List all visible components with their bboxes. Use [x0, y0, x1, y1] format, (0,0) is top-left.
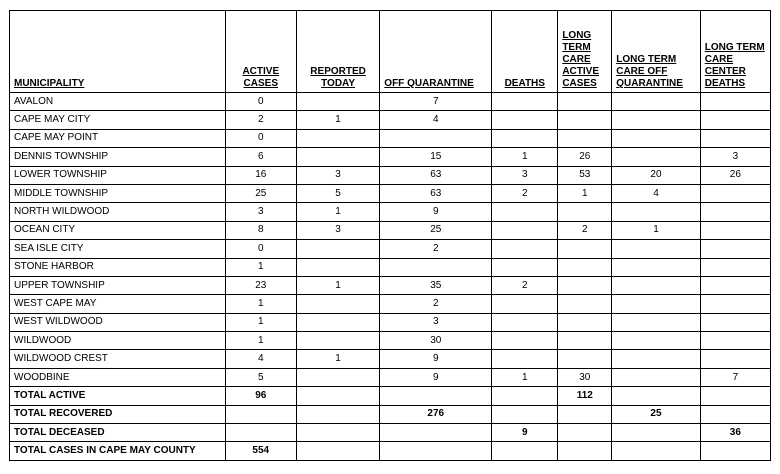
off-quarantine-cell: 15 — [380, 148, 492, 166]
off-quarantine-cell — [380, 424, 492, 442]
deaths-cell — [492, 405, 558, 423]
active-cases-cell: 5 — [225, 368, 296, 386]
municipality-cell: CAPE MAY POINT — [10, 129, 226, 147]
total-row — [10, 387, 771, 405]
active-cases-cell: 6 — [225, 148, 296, 166]
off-quarantine-cell: 7 — [380, 93, 492, 111]
reported-today-cell — [296, 387, 379, 405]
header-municipality: MUNICIPALITY — [10, 11, 226, 93]
ltc-deaths-cell: 26 — [700, 166, 770, 184]
ltc-off-quarantine-cell — [612, 442, 701, 460]
ltc-deaths-cell — [700, 276, 770, 294]
ltc-active-cell — [558, 424, 612, 442]
table-row — [10, 368, 771, 386]
ltc-deaths-cell — [700, 313, 770, 331]
covid-cases-table — [9, 10, 771, 461]
deaths-cell: 1 — [492, 148, 558, 166]
ltc-deaths-cell — [700, 442, 770, 460]
ltc-active-cell — [558, 442, 612, 460]
deaths-cell: 2 — [492, 184, 558, 202]
reported-today-cell: 3 — [296, 166, 379, 184]
active-cases-cell: 554 — [225, 442, 296, 460]
ltc-off-quarantine-cell — [612, 313, 701, 331]
ltc-deaths-cell — [700, 350, 770, 368]
deaths-cell: 3 — [492, 166, 558, 184]
deaths-cell: 9 — [492, 424, 558, 442]
reported-today-cell — [296, 424, 379, 442]
municipality-cell: WEST CAPE MAY — [10, 295, 226, 313]
active-cases-cell: 16 — [225, 166, 296, 184]
ltc-active-cell: 30 — [558, 368, 612, 386]
active-cases-cell: 1 — [225, 295, 296, 313]
table-row — [10, 93, 771, 111]
table-row — [10, 111, 771, 129]
active-cases-cell: 0 — [225, 240, 296, 258]
municipality-cell: STONE HARBOR — [10, 258, 226, 276]
ltc-off-quarantine-cell — [612, 111, 701, 129]
ltc-active-cell — [558, 332, 612, 350]
off-quarantine-cell: 30 — [380, 332, 492, 350]
ltc-deaths-cell: 36 — [700, 424, 770, 442]
reported-today-cell — [296, 442, 379, 460]
off-quarantine-cell — [380, 129, 492, 147]
active-cases-cell: 4 — [225, 350, 296, 368]
municipality-cell: NORTH WILDWOOD — [10, 203, 226, 221]
header-row — [10, 11, 771, 93]
ltc-off-quarantine-cell — [612, 332, 701, 350]
ltc-off-quarantine-cell — [612, 368, 701, 386]
ltc-deaths-cell — [700, 295, 770, 313]
reported-today-cell: 3 — [296, 221, 379, 239]
table-row — [10, 203, 771, 221]
ltc-active-cell — [558, 313, 612, 331]
ltc-active-cell — [558, 93, 612, 111]
ltc-active-cell: 2 — [558, 221, 612, 239]
municipality-cell: DENNIS TOWNSHIP — [10, 148, 226, 166]
municipality-cell: WILDWOOD — [10, 332, 226, 350]
reported-today-cell — [296, 148, 379, 166]
off-quarantine-cell: 276 — [380, 405, 492, 423]
reported-today-cell: 1 — [296, 276, 379, 294]
ltc-off-quarantine-cell: 25 — [612, 405, 701, 423]
ltc-off-quarantine-cell — [612, 276, 701, 294]
ltc-off-quarantine-cell — [612, 129, 701, 147]
municipality-cell: TOTAL ACTIVE — [10, 387, 226, 405]
ltc-off-quarantine-cell — [612, 240, 701, 258]
active-cases-cell: 1 — [225, 258, 296, 276]
table-row — [10, 240, 771, 258]
municipality-cell: TOTAL DECEASED — [10, 424, 226, 442]
ltc-active-cell — [558, 129, 612, 147]
header-active-cases: ACTIVE CASES — [225, 11, 296, 93]
ltc-deaths-cell: 7 — [700, 368, 770, 386]
deaths-cell — [492, 203, 558, 221]
total-row — [10, 424, 771, 442]
municipality-cell: OCEAN CITY — [10, 221, 226, 239]
table-row — [10, 184, 771, 202]
municipality-cell: SEA ISLE CITY — [10, 240, 226, 258]
header-off-quarantine: OFF QUARANTINE — [380, 11, 492, 93]
ltc-active-cell — [558, 276, 612, 294]
ltc-off-quarantine-cell — [612, 295, 701, 313]
off-quarantine-cell: 63 — [380, 166, 492, 184]
off-quarantine-cell: 9 — [380, 203, 492, 221]
deaths-cell — [492, 442, 558, 460]
off-quarantine-cell: 4 — [380, 111, 492, 129]
table-row — [10, 166, 771, 184]
deaths-cell: 1 — [492, 368, 558, 386]
off-quarantine-cell: 25 — [380, 221, 492, 239]
deaths-cell — [492, 111, 558, 129]
ltc-deaths-cell — [700, 258, 770, 276]
active-cases-cell: 23 — [225, 276, 296, 294]
active-cases-cell: 25 — [225, 184, 296, 202]
off-quarantine-cell — [380, 258, 492, 276]
ltc-deaths-cell — [700, 111, 770, 129]
ltc-active-cell — [558, 240, 612, 258]
ltc-active-cell: 1 — [558, 184, 612, 202]
active-cases-cell: 96 — [225, 387, 296, 405]
active-cases-cell — [225, 424, 296, 442]
reported-today-cell — [296, 332, 379, 350]
active-cases-cell: 0 — [225, 129, 296, 147]
reported-today-cell — [296, 129, 379, 147]
municipality-cell: LOWER TOWNSHIP — [10, 166, 226, 184]
table-row — [10, 221, 771, 239]
ltc-deaths-cell — [700, 184, 770, 202]
header-reported-today: REPORTED TODAY — [296, 11, 379, 93]
table-row — [10, 276, 771, 294]
ltc-deaths-cell — [700, 405, 770, 423]
total-row — [10, 442, 771, 460]
ltc-active-cell — [558, 350, 612, 368]
reported-today-cell: 1 — [296, 350, 379, 368]
ltc-active-cell — [558, 405, 612, 423]
ltc-off-quarantine-cell — [612, 350, 701, 368]
municipality-cell: WILDWOOD CREST — [10, 350, 226, 368]
off-quarantine-cell: 2 — [380, 295, 492, 313]
deaths-cell — [492, 387, 558, 405]
header-ltc-deaths: LONG TERM CARE CENTER DEATHS — [700, 11, 770, 93]
reported-today-cell: 1 — [296, 111, 379, 129]
ltc-deaths-cell — [700, 387, 770, 405]
table-body — [10, 93, 771, 461]
reported-today-cell: 1 — [296, 203, 379, 221]
active-cases-cell — [225, 405, 296, 423]
reported-today-cell — [296, 368, 379, 386]
municipality-cell: TOTAL RECOVERED — [10, 405, 226, 423]
ltc-off-quarantine-cell — [612, 387, 701, 405]
active-cases-cell: 2 — [225, 111, 296, 129]
reported-today-cell — [296, 405, 379, 423]
active-cases-cell: 3 — [225, 203, 296, 221]
municipality-cell: CAPE MAY CITY — [10, 111, 226, 129]
ltc-deaths-cell — [700, 203, 770, 221]
table-row — [10, 313, 771, 331]
deaths-cell — [492, 295, 558, 313]
deaths-cell — [492, 332, 558, 350]
ltc-active-cell — [558, 258, 612, 276]
header-ltc-active-cases: LONG TERM CARE ACTIVE CASES — [558, 11, 612, 93]
deaths-cell — [492, 313, 558, 331]
off-quarantine-cell — [380, 442, 492, 460]
reported-today-cell — [296, 295, 379, 313]
ltc-active-cell — [558, 295, 612, 313]
table-row — [10, 350, 771, 368]
header-ltc-off-quarantine: LONG TERM CARE OFF QUARANTINE — [612, 11, 701, 93]
reported-today-cell — [296, 258, 379, 276]
ltc-off-quarantine-cell — [612, 424, 701, 442]
ltc-deaths-cell — [700, 93, 770, 111]
ltc-deaths-cell: 3 — [700, 148, 770, 166]
ltc-off-quarantine-cell — [612, 258, 701, 276]
table-row — [10, 258, 771, 276]
active-cases-cell: 1 — [225, 313, 296, 331]
ltc-deaths-cell — [700, 221, 770, 239]
total-row — [10, 405, 771, 423]
ltc-off-quarantine-cell: 4 — [612, 184, 701, 202]
table-row — [10, 148, 771, 166]
ltc-off-quarantine-cell — [612, 93, 701, 111]
deaths-cell — [492, 258, 558, 276]
ltc-active-cell: 53 — [558, 166, 612, 184]
ltc-active-cell — [558, 203, 612, 221]
table-row — [10, 332, 771, 350]
municipality-cell: AVALON — [10, 93, 226, 111]
off-quarantine-cell: 2 — [380, 240, 492, 258]
table-row — [10, 129, 771, 147]
ltc-active-cell: 26 — [558, 148, 612, 166]
ltc-off-quarantine-cell — [612, 203, 701, 221]
deaths-cell — [492, 93, 558, 111]
active-cases-cell: 0 — [225, 93, 296, 111]
deaths-cell: 2 — [492, 276, 558, 294]
ltc-deaths-cell — [700, 332, 770, 350]
ltc-deaths-cell — [700, 129, 770, 147]
deaths-cell — [492, 221, 558, 239]
ltc-deaths-cell — [700, 240, 770, 258]
ltc-off-quarantine-cell: 1 — [612, 221, 701, 239]
municipality-cell: UPPER TOWNSHIP — [10, 276, 226, 294]
municipality-cell: TOTAL CASES IN CAPE MAY COUNTY — [10, 442, 226, 460]
off-quarantine-cell: 35 — [380, 276, 492, 294]
active-cases-cell: 8 — [225, 221, 296, 239]
ltc-off-quarantine-cell: 20 — [612, 166, 701, 184]
municipality-cell: WEST WILDWOOD — [10, 313, 226, 331]
reported-today-cell: 5 — [296, 184, 379, 202]
reported-today-cell — [296, 93, 379, 111]
municipality-cell: MIDDLE TOWNSHIP — [10, 184, 226, 202]
ltc-active-cell — [558, 111, 612, 129]
off-quarantine-cell — [380, 387, 492, 405]
ltc-active-cell: 112 — [558, 387, 612, 405]
deaths-cell — [492, 350, 558, 368]
reported-today-cell — [296, 313, 379, 331]
deaths-cell — [492, 240, 558, 258]
off-quarantine-cell: 3 — [380, 313, 492, 331]
ltc-off-quarantine-cell — [612, 148, 701, 166]
municipality-cell: WOODBINE — [10, 368, 226, 386]
off-quarantine-cell: 63 — [380, 184, 492, 202]
header-deaths: DEATHS — [492, 11, 558, 93]
off-quarantine-cell: 9 — [380, 368, 492, 386]
deaths-cell — [492, 129, 558, 147]
active-cases-cell: 1 — [225, 332, 296, 350]
off-quarantine-cell: 9 — [380, 350, 492, 368]
reported-today-cell — [296, 240, 379, 258]
table-row — [10, 295, 771, 313]
